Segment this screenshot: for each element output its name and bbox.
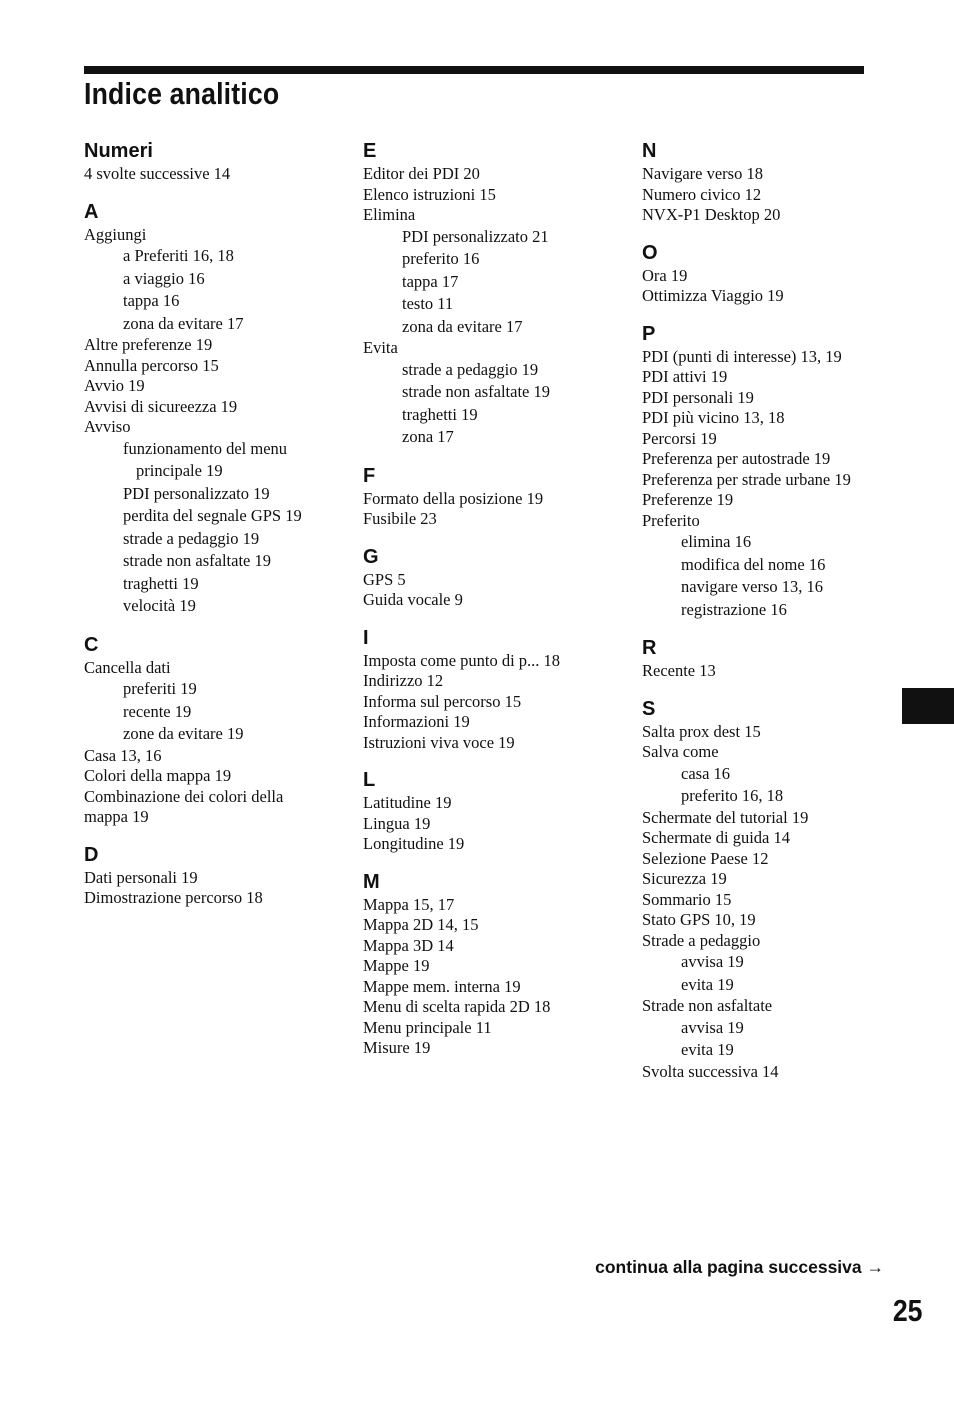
index-group — [84, 138, 354, 185]
index-entry: Mappa 2D 14, 15 — [363, 915, 479, 934]
index-subentry: a Preferiti 16, 18 — [123, 246, 234, 265]
index-group — [84, 632, 354, 828]
index-subentry: funzionamento del menu — [123, 438, 288, 458]
index-entry: PDI attivi 19 — [642, 367, 728, 386]
index-group — [363, 544, 633, 611]
index-entry: Numero civico 12 — [642, 184, 762, 204]
index-entry: Preferito — [642, 510, 700, 530]
index-group-heading: N — [642, 140, 657, 162]
index-entry: Salta prox dest 15 — [642, 721, 761, 741]
index-subentry: velocità 19 — [123, 596, 196, 615]
index-column-1 — [84, 138, 354, 923]
index-entry: Indirizzo 12 — [363, 671, 444, 690]
index-entry: Preferenza per strade urbane 19 — [642, 469, 851, 489]
index-group-heading: G — [363, 545, 379, 568]
title-rule — [84, 66, 864, 74]
index-entry: Cancella dati — [84, 657, 171, 677]
index-entry: Menu principale 11 — [363, 1017, 492, 1037]
index-group-heading: O — [642, 241, 658, 264]
section-tab-marker — [902, 688, 954, 724]
index-group-heading: R — [642, 637, 657, 659]
index-entry: PDI personali 19 — [642, 387, 754, 407]
index-subentry: principale 19 — [136, 461, 223, 480]
index-column-3 — [642, 138, 892, 1096]
index-entry: Percorsi 19 — [642, 428, 717, 448]
index-subentry: strade a pedaggio 19 — [123, 528, 260, 548]
page-number: 25 — [892, 1293, 922, 1328]
index-entry: Ora 19 — [642, 265, 688, 285]
index-entry: Aggiungi — [84, 224, 147, 244]
index-entry: Evita — [363, 338, 398, 357]
index-entry: Menu di scelta rapida 2D 18 — [363, 997, 551, 1016]
index-group-heading: P — [642, 322, 656, 345]
index-group-heading: I — [363, 626, 369, 649]
index-entry: Strade a pedaggio — [642, 930, 761, 950]
index-entry: Schermate di guida 14 — [642, 828, 791, 847]
index-entry: GPS 5 — [363, 569, 406, 589]
index-group-heading: L — [363, 769, 376, 791]
index-entry: Avvisi di sicureezza 19 — [84, 396, 238, 416]
continue-note: continua alla pagina successiva → — [595, 1257, 884, 1277]
index-entry: Formato della posizione 19 — [363, 488, 544, 508]
index-group — [642, 321, 892, 622]
index-entry: Avvio 19 — [84, 376, 145, 395]
index-group-heading: M — [363, 870, 380, 893]
index-group-heading: E — [363, 140, 377, 162]
index-entry: 4 svolte successive 14 — [84, 164, 231, 183]
index-entry: Colori della mappa 19 — [84, 766, 232, 785]
index-entry: Informazioni 19 — [363, 712, 470, 731]
index-subentry: avvisa 19 — [681, 952, 744, 971]
index-subentry: zona da evitare 17 — [402, 316, 523, 336]
index-subentry: zona 17 — [402, 427, 454, 446]
index-group — [84, 199, 354, 618]
index-subentry: evita 19 — [681, 974, 734, 994]
index-subentry: evita 19 — [681, 1040, 734, 1059]
index-entry: Fusibile 23 — [363, 509, 437, 528]
index-subentry: casa 16 — [681, 763, 731, 783]
index-column-2 — [363, 138, 633, 1073]
index-group — [84, 842, 354, 909]
index-subentry: zone da evitare 19 — [123, 724, 244, 743]
index-entry: Mappe 19 — [363, 956, 430, 975]
index-entry: Sicurezza 19 — [642, 869, 727, 888]
index-entry: Avviso — [84, 417, 131, 436]
index-entry: NVX-P1 Desktop 20 — [642, 205, 781, 224]
index-entry: mappa 19 — [84, 807, 149, 826]
index-entry: Longitudine 19 — [363, 834, 465, 853]
page-title: Indice analitico — [84, 76, 280, 111]
index-group — [363, 138, 633, 449]
index-entry: Elimina — [363, 205, 416, 224]
index-entry: Preferenze 19 — [642, 490, 734, 509]
index-subentry: modifica del nome 16 — [681, 554, 826, 574]
index-subentry: PDI personalizzato 21 — [402, 226, 549, 246]
index-subentry: tappa 16 — [123, 291, 180, 310]
index-subentry: tappa 17 — [402, 271, 459, 291]
index-entry: Casa 13, 16 — [84, 745, 162, 765]
index-entry: Recente 13 — [642, 661, 716, 680]
index-entry: Mappa 3D 14 — [363, 935, 454, 955]
index-group — [363, 767, 633, 855]
index-entry: Strade non asfaltate — [642, 996, 773, 1015]
index-group-heading: D — [84, 843, 99, 866]
index-entry: Annulla percorso 15 — [84, 355, 219, 375]
index-entry: Combinazione dei colori della — [84, 786, 284, 806]
index-group-heading: C — [84, 633, 99, 656]
index-group — [363, 625, 633, 754]
index-group — [642, 696, 892, 1083]
index-entry: Preferenza per autostrade 19 — [642, 449, 831, 468]
index-group-heading: S — [642, 697, 656, 720]
index-group-heading: A — [84, 200, 99, 223]
index-subentry: a viaggio 16 — [123, 268, 205, 288]
index-entry: Dimostrazione percorso 18 — [84, 888, 263, 907]
index-entry: Sommario 15 — [642, 889, 732, 909]
index-entry: Stato GPS 10, 19 — [642, 910, 756, 929]
index-subentry: avvisa 19 — [681, 1017, 744, 1037]
index-subentry: registrazione 16 — [681, 599, 787, 619]
index-entry: Schermate del tutorial 19 — [642, 807, 809, 827]
index-subentry: preferiti 19 — [123, 679, 197, 698]
index-group — [363, 869, 633, 1059]
index-subentry: perdita del segnale GPS 19 — [123, 506, 302, 525]
index-entry: Istruzioni viva voce 19 — [363, 732, 515, 752]
index-group — [642, 635, 892, 682]
index-group — [642, 240, 892, 307]
index-entry: Imposta come punto di p... 18 — [363, 650, 561, 670]
index-subentry: zona da evitare 17 — [123, 313, 244, 333]
index-entry: Misure 19 — [363, 1038, 431, 1057]
index-group-heading: F — [363, 464, 376, 487]
index-subentry: PDI personalizzato 19 — [123, 483, 270, 503]
index-entry: Dati personali 19 — [84, 867, 198, 887]
index-subentry: testo 11 — [402, 294, 454, 313]
index-entry: PDI (punti di interesse) 13, 19 — [642, 346, 842, 366]
index-entry: Latitudine 19 — [363, 793, 452, 812]
index-entry: Salva come — [642, 742, 719, 761]
index-entry: Ottimizza Viaggio 19 — [642, 286, 784, 305]
index-subentry: strade a pedaggio 19 — [402, 359, 539, 379]
index-subentry: strade non asfaltate 19 — [402, 382, 550, 401]
index-entry: Informa sul percorso 15 — [363, 691, 522, 711]
index-group-heading: Numeri — [84, 140, 153, 162]
index-subentry: elimina 16 — [681, 532, 752, 551]
index-entry: Navigare verso 18 — [642, 164, 763, 183]
index-entry: Svolta successiva 14 — [642, 1061, 779, 1081]
index-subentry: preferito 16, 18 — [681, 786, 784, 805]
index-subentry: preferito 16 — [402, 249, 480, 268]
index-entry: Selezione Paese 12 — [642, 848, 769, 868]
index-entry: Guida vocale 9 — [363, 590, 463, 609]
index-entry: Elenco istruzioni 15 — [363, 184, 496, 204]
index-subentry: strade non asfaltate 19 — [123, 551, 271, 570]
index-group — [642, 138, 892, 226]
index-entry: PDI più vicino 13, 18 — [642, 408, 785, 427]
index-entry: Altre preferenze 19 — [84, 335, 213, 354]
index-group — [363, 463, 633, 530]
index-subentry: recente 19 — [123, 701, 192, 721]
index-subentry: traghetti 19 — [402, 404, 478, 424]
index-subentry: traghetti 19 — [123, 573, 199, 593]
index-entry: Mappa 15, 17 — [363, 894, 455, 914]
index-entry: Editor dei PDI 20 — [363, 164, 480, 183]
index-entry: Lingua 19 — [363, 813, 431, 833]
index-entry: Mappe mem. interna 19 — [363, 976, 521, 996]
index-subentry: navigare verso 13, 16 — [681, 577, 824, 596]
